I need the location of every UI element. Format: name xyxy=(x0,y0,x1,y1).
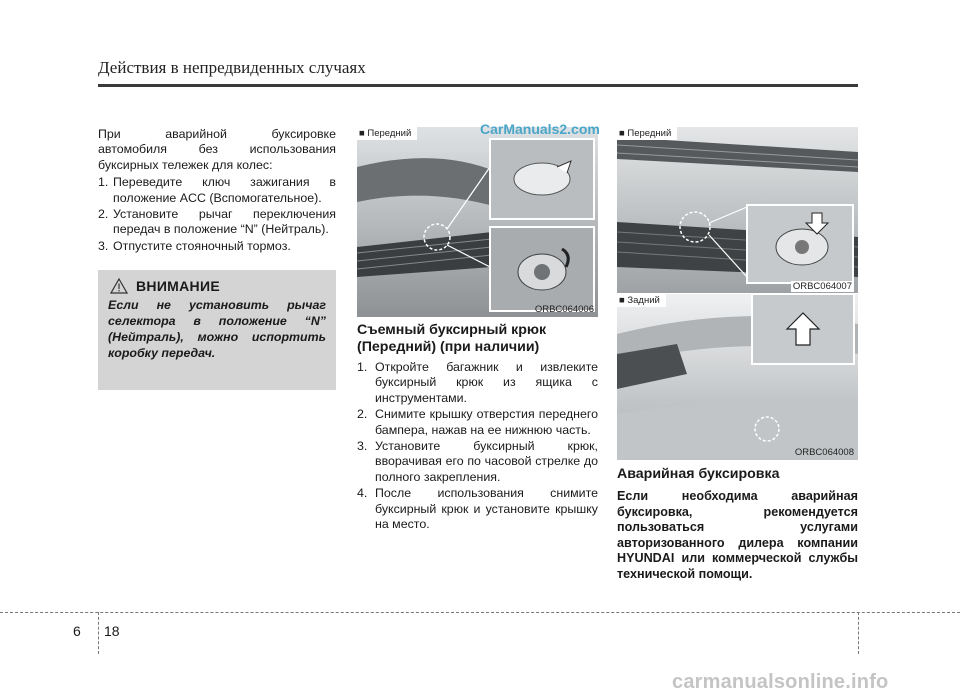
intro-line-3: буксирных тележек для колес: xyxy=(98,157,273,172)
warning-triangle-icon xyxy=(110,278,128,294)
warning-header xyxy=(110,278,326,294)
tow-hook-steps-list xyxy=(357,360,598,532)
section-heading: Аварийная буксировка xyxy=(617,466,780,482)
warning-title: ВНИМАНИЕ xyxy=(136,278,220,294)
front-tow-hook-photo xyxy=(357,127,598,317)
step-text: Откройте багажник и извлеките буксирный крюк из ящика с инструментами. xyxy=(375,360,598,405)
photo-tag: ■ Задний xyxy=(617,294,666,307)
watermark-top: CarManuals2.com xyxy=(480,121,600,137)
list-item xyxy=(357,439,598,485)
section-heading-line-1: Съемный буксирный крюк xyxy=(357,322,547,338)
step-number: 2. xyxy=(98,207,109,222)
warning-text: Если не установить рычаг селектора в положение “N” (Нейтраль), можно испортить коробку передач. xyxy=(108,298,326,360)
photo-tag: ■ Передний xyxy=(617,127,677,140)
photo-tag: ■ Передний xyxy=(357,127,417,140)
rear-car-illustration xyxy=(617,294,858,460)
step-text: Установите рычаг переключения передач в положение “N” (Нейтраль). xyxy=(113,207,336,237)
step-number: 1. xyxy=(98,175,109,190)
left-column xyxy=(98,127,336,255)
photo-code: ORBC064007 xyxy=(792,281,852,292)
chapter-number: 6 xyxy=(73,623,81,639)
step-number: 3. xyxy=(357,439,368,454)
section-heading-line-2: (Передний) (при наличии) xyxy=(357,339,540,355)
page-header-title: Действия в непредвиденных случаях xyxy=(98,58,366,77)
step-text: После использования снимите буксирный крюк и установите крышку на место. xyxy=(375,486,598,532)
step-number: 4. xyxy=(357,486,368,501)
photo-code: ORBC064006 xyxy=(534,304,594,315)
footer-divider-right xyxy=(858,612,859,654)
header-rule xyxy=(98,84,858,87)
step-text: Снимите крышку отверстия переднего бампера, нажав на ее нижнюю часть. xyxy=(375,407,598,437)
front-car-illustration xyxy=(617,127,858,293)
step-text: Отпустите стояночный тормоз. xyxy=(113,238,291,253)
front-bumper-illustration xyxy=(357,127,598,317)
middle-column xyxy=(357,322,598,533)
intro-line-2: автомобиля без использования xyxy=(98,142,336,157)
front-towing-point-photo xyxy=(617,127,858,293)
rear-towing-point-photo xyxy=(617,294,858,460)
footer-rule xyxy=(0,612,960,613)
list-item xyxy=(357,360,598,406)
step-number: 2. xyxy=(357,407,368,422)
list-item xyxy=(98,207,336,238)
list-item xyxy=(357,407,598,438)
photo-code: ORBC064008 xyxy=(794,447,854,458)
list-item xyxy=(98,175,336,206)
warning-box xyxy=(98,270,336,390)
step-text: Переведите ключ зажигания в положение ACC (Вспомогательное). xyxy=(113,175,336,205)
intro-line-1: При аварийной буксировке xyxy=(98,127,336,141)
watermark-bottom: carmanualsonline.info xyxy=(672,671,889,693)
step-text: Установите буксирный крюк, вворачивая его по часовой стрелке до полного закрепления. xyxy=(375,439,598,484)
list-item xyxy=(357,486,598,532)
emergency-towing-text: Если необходима аварийная буксировка, рекомендуется пользоваться услугами авторизованного дилера компании HYUNDAI или коммерческой службы технической помощи. xyxy=(617,489,858,581)
towing-steps-list xyxy=(98,175,336,254)
list-item xyxy=(98,239,336,254)
right-column xyxy=(617,466,858,583)
step-number: 3. xyxy=(98,238,109,253)
step-number: 1. xyxy=(357,360,368,374)
footer-divider-left xyxy=(98,612,99,654)
page-number: 18 xyxy=(104,623,120,639)
